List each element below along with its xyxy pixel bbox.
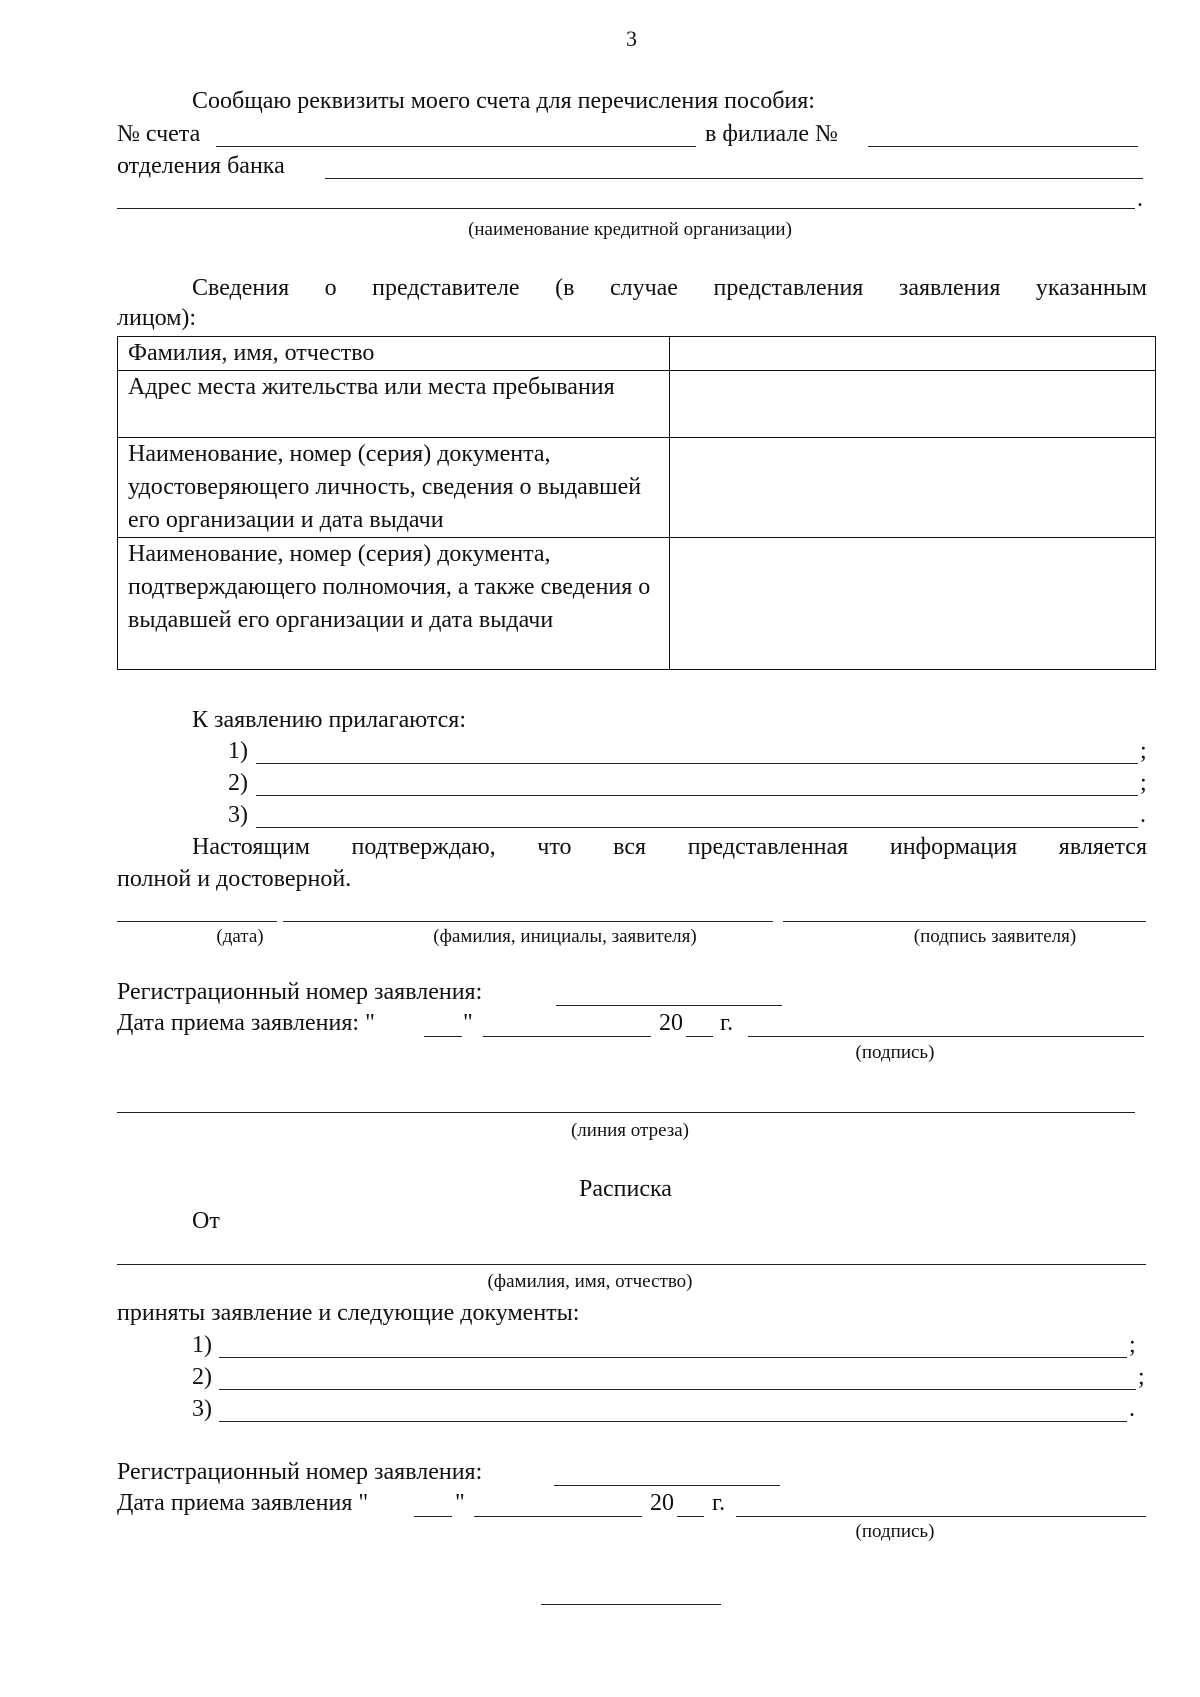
applicant-signature-field[interactable]	[783, 921, 1146, 922]
receipt-item-end: .	[1129, 1396, 1135, 1422]
receipt-item-num: 2)	[192, 1364, 212, 1390]
applicant-name-field[interactable]	[283, 921, 773, 922]
receipt-reg-number-field[interactable]	[554, 1485, 780, 1486]
reception-year-suffix: г.	[720, 1010, 734, 1036]
reception-year-field[interactable]	[686, 1036, 713, 1037]
reception-day-field[interactable]	[424, 1036, 462, 1037]
account-intro: Сообщаю реквизиты моего счета для перечисления пособия:	[192, 88, 815, 114]
receipt-from-label: От	[192, 1208, 220, 1234]
receipt-signature-field[interactable]	[736, 1516, 1146, 1517]
branch-number-field[interactable]	[868, 146, 1138, 147]
name-caption: (фамилия, инициалы, заявителя)	[433, 926, 697, 947]
table-row	[118, 371, 1156, 438]
attachment-end: ;	[1140, 738, 1147, 764]
account-label: № счета	[117, 121, 201, 147]
receipt-quote: "	[455, 1490, 465, 1516]
reception-quote: "	[463, 1010, 473, 1036]
receipt-item-field-2[interactable]	[219, 1389, 1136, 1390]
receipt-year-prefix: 20	[650, 1490, 674, 1516]
receipt-fio-caption: (фамилия, имя, отчество)	[487, 1271, 693, 1292]
receipt-day-field[interactable]	[414, 1516, 452, 1517]
date-field[interactable]	[117, 921, 277, 922]
attachment-field-3[interactable]	[256, 827, 1138, 828]
reception-date-label: Дата приема заявления: "	[117, 1010, 375, 1036]
receipt-item-num: 1)	[192, 1332, 212, 1358]
reg-number-label: Регистрационный номер заявления:	[117, 979, 483, 1005]
attachment-num: 1)	[228, 738, 248, 764]
receipt-item-num: 3)	[192, 1396, 212, 1422]
receipt-year-suffix: г.	[712, 1490, 726, 1516]
receipt-reg-number-label: Регистрационный номер заявления:	[117, 1459, 483, 1485]
credit-org-field[interactable]	[117, 208, 1135, 209]
reception-year-prefix: 20	[659, 1010, 683, 1036]
row-value-field[interactable]	[670, 438, 1156, 538]
row-label: Наименование, номер (серия) документа, удостоверяющего личность, сведения о выдавшей его организации и дата выдачи	[118, 438, 670, 538]
cut-line	[117, 1112, 1135, 1113]
attachment-num: 3)	[228, 802, 248, 828]
receipt-year-field[interactable]	[677, 1516, 704, 1517]
reception-month-field[interactable]	[483, 1036, 651, 1037]
receipt-month-field[interactable]	[474, 1516, 642, 1517]
table-row	[118, 337, 1156, 371]
signature-caption: (подпись заявителя)	[913, 926, 1077, 947]
row-label: Наименование, номер (серия) документа, подтверждающего полномочия, а также сведения о выдавшей его организации и дата выдачи	[118, 538, 670, 670]
row-value-field[interactable]	[670, 371, 1156, 438]
receipt-accepted-text: приняты заявление и следующие документы:	[117, 1300, 580, 1326]
receipt-title: Расписка	[579, 1176, 672, 1202]
attachment-end: ;	[1140, 770, 1147, 796]
page-number: 3	[626, 26, 637, 51]
row-label: Фамилия, имя, отчество	[118, 337, 670, 371]
receipt-item-end: ;	[1138, 1364, 1145, 1390]
date-caption: (дата)	[216, 926, 264, 947]
attachments-heading: К заявлению прилагаются:	[192, 707, 467, 733]
bank-branch-field[interactable]	[325, 178, 1143, 179]
attachment-num: 2)	[228, 770, 248, 796]
receipt-item-field-1[interactable]	[219, 1357, 1127, 1358]
representative-intro-cont: лицом):	[117, 305, 197, 331]
credit-org-caption: (наименование кредитной организации)	[468, 219, 792, 240]
confirmation-text: Настоящим подтверждаю, что вся представленная информация является	[192, 834, 1147, 860]
receipt-date-label: Дата приема заявления "	[117, 1490, 369, 1516]
receipt-item-end: ;	[1129, 1332, 1136, 1358]
branch-label: в филиале №	[705, 121, 838, 147]
row-value-field[interactable]	[670, 337, 1156, 371]
reg-number-field[interactable]	[556, 1005, 782, 1006]
receipt-fio-field[interactable]	[117, 1264, 1146, 1265]
account-number-field[interactable]	[216, 146, 696, 147]
row-value-field[interactable]	[670, 538, 1156, 670]
receipt-item-field-3[interactable]	[219, 1421, 1127, 1422]
table-row	[118, 438, 1156, 538]
representative-intro: Сведения о представителе (в случае представления заявления указанным	[192, 275, 1147, 301]
cut-line-caption: (линия отреза)	[570, 1120, 690, 1141]
bank-label: отделения банка	[117, 153, 285, 179]
receipt-signature-caption: (подпись)	[855, 1521, 935, 1542]
confirmation-text-cont: полной и достоверной.	[117, 866, 352, 892]
attachment-end: .	[1140, 802, 1146, 828]
table-row	[118, 538, 1156, 670]
attachment-field-1[interactable]	[256, 763, 1138, 764]
closing-divider	[541, 1604, 721, 1605]
reception-signature-field[interactable]	[748, 1036, 1144, 1037]
credit-org-end-dot: .	[1137, 186, 1143, 212]
attachment-field-2[interactable]	[256, 795, 1138, 796]
representative-table	[117, 336, 1156, 670]
reception-signature-caption: (подпись)	[855, 1042, 935, 1063]
row-label: Адрес места жительства или места пребывания	[118, 371, 670, 438]
